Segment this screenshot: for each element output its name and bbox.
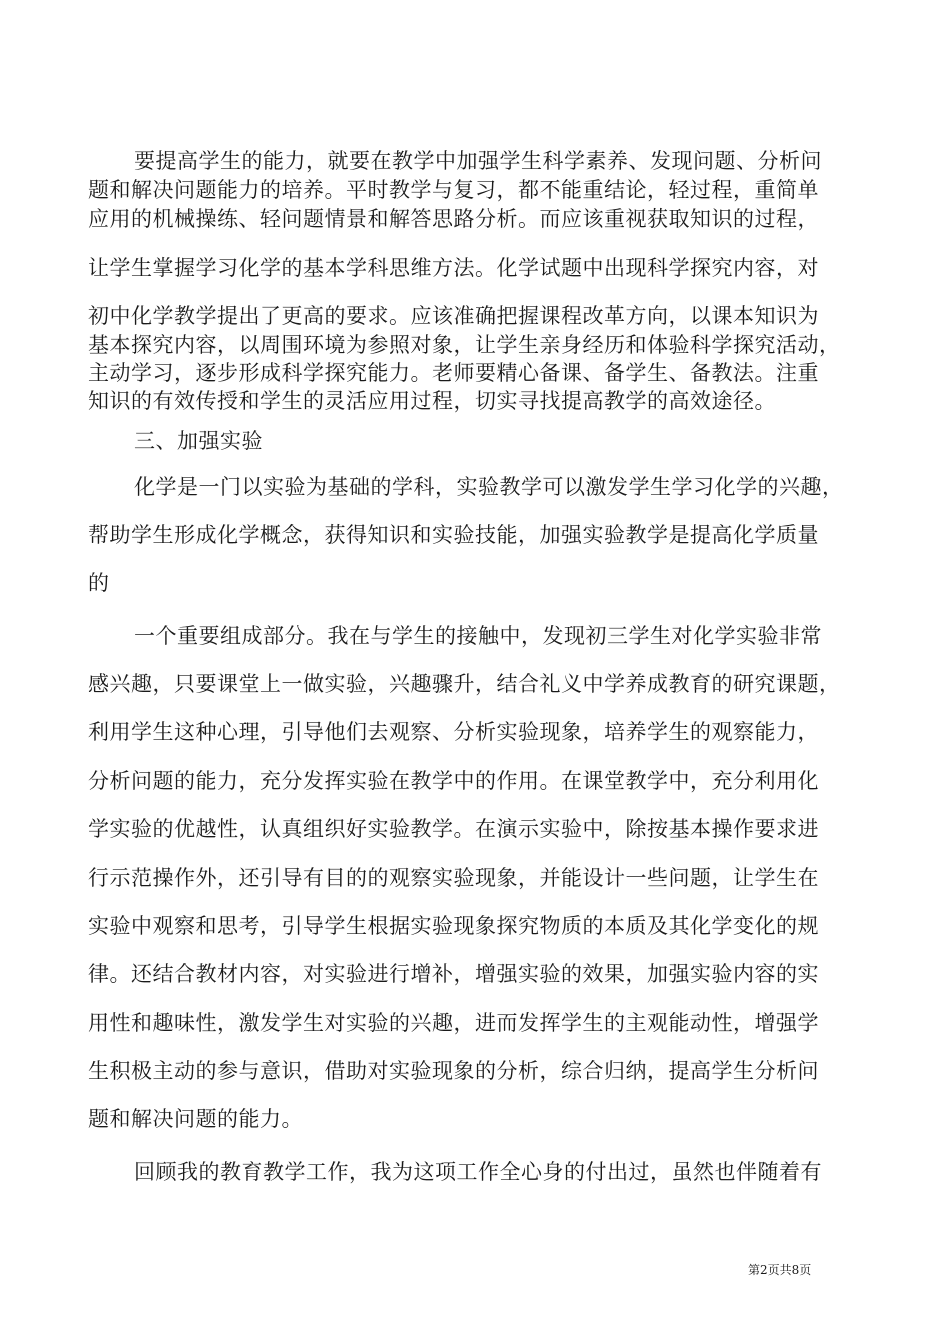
text-line: 帮助学生形成化学概念，获得知识和实验技能，加强实验教学是提高化学质量 [88,523,819,547]
text-line: 化学是一门以实验为基础的学科，实验教学可以激发学生学习化学的兴趣， [134,475,844,499]
text-line: 感兴趣，只要课堂上一做实验，兴趣骤升，结合礼义中学养成教育的研究课题， [88,672,841,696]
text-line: 回顾我的教育教学工作，我为这项工作全心身的付出过，虽然也伴随着有 [134,1160,822,1184]
text-line: 学实验的优越性，认真组织好实验教学。在演示实验中，除按基本操作要求进 [88,817,819,841]
text-line: 主动学习，逐步形成科学探究能力。老师要精心备课、备学生、备教法。注重 [88,361,819,385]
page-number: 第2页共8页 [748,1263,812,1277]
text-line: 用性和趣味性，激发学生对实验的兴趣，进而发挥学生的主观能动性，增强学 [88,1011,819,1035]
text-line: 实验中观察和思考，引导学生根据实验现象探究物质的本质及其化学变化的规 [88,914,819,938]
text-line: 知识的有效传授和学生的灵活应用过程，切实寻找提高教学的高效途径。 [88,389,776,413]
text-line: 应用的机械操练、轻问题情景和解答思路分析。而应该重视获取知识的过程， [88,207,819,231]
text-line: 行示范操作外，还引导有目的的观察实验现象，并能设计一些问题，让学生在 [88,866,819,890]
text-line: 的 [88,571,110,595]
text-line: 分析问题的能力，充分发挥实验在教学中的作用。在课堂教学中，充分利用化 [88,769,819,793]
text-line: 初中化学教学提出了更高的要求。应该准确把握课程改革方向，以课本知识为 [88,304,819,328]
text-line: 让学生掌握学习化学的基本学科思维方法。化学试题中出现科学探究内容，对 [88,256,819,280]
text-line: 律。还结合教材内容，对实验进行增补，增强实验的效果，加强实验内容的实 [88,962,819,986]
text-line: 题和解决问题能力的培养。平时教学与复习，都不能重结论，轻过程，重简单 [88,178,819,202]
text-line: 利用学生这种心理，引导他们去观察、分析实验现象，培养学生的观察能力， [88,720,819,744]
section-heading: 三、加强实验 [134,429,263,453]
text-line: 题和解决问题的能力。 [88,1107,303,1131]
text-line: 生积极主动的参与意识，借助对实验现象的分析，综合归纳，提高学生分析问 [88,1059,819,1083]
text-line: 一个重要组成部分。我在与学生的接触中，发现初三学生对化学实验非常 [134,624,822,648]
text-line: 基本探究内容，以周围环境为参照对象，让学生亲身经历和体验科学探究活动， [88,333,841,357]
text-line: 要提高学生的能力，就要在教学中加强学生科学素养、发现问题、分析问 [134,149,822,173]
